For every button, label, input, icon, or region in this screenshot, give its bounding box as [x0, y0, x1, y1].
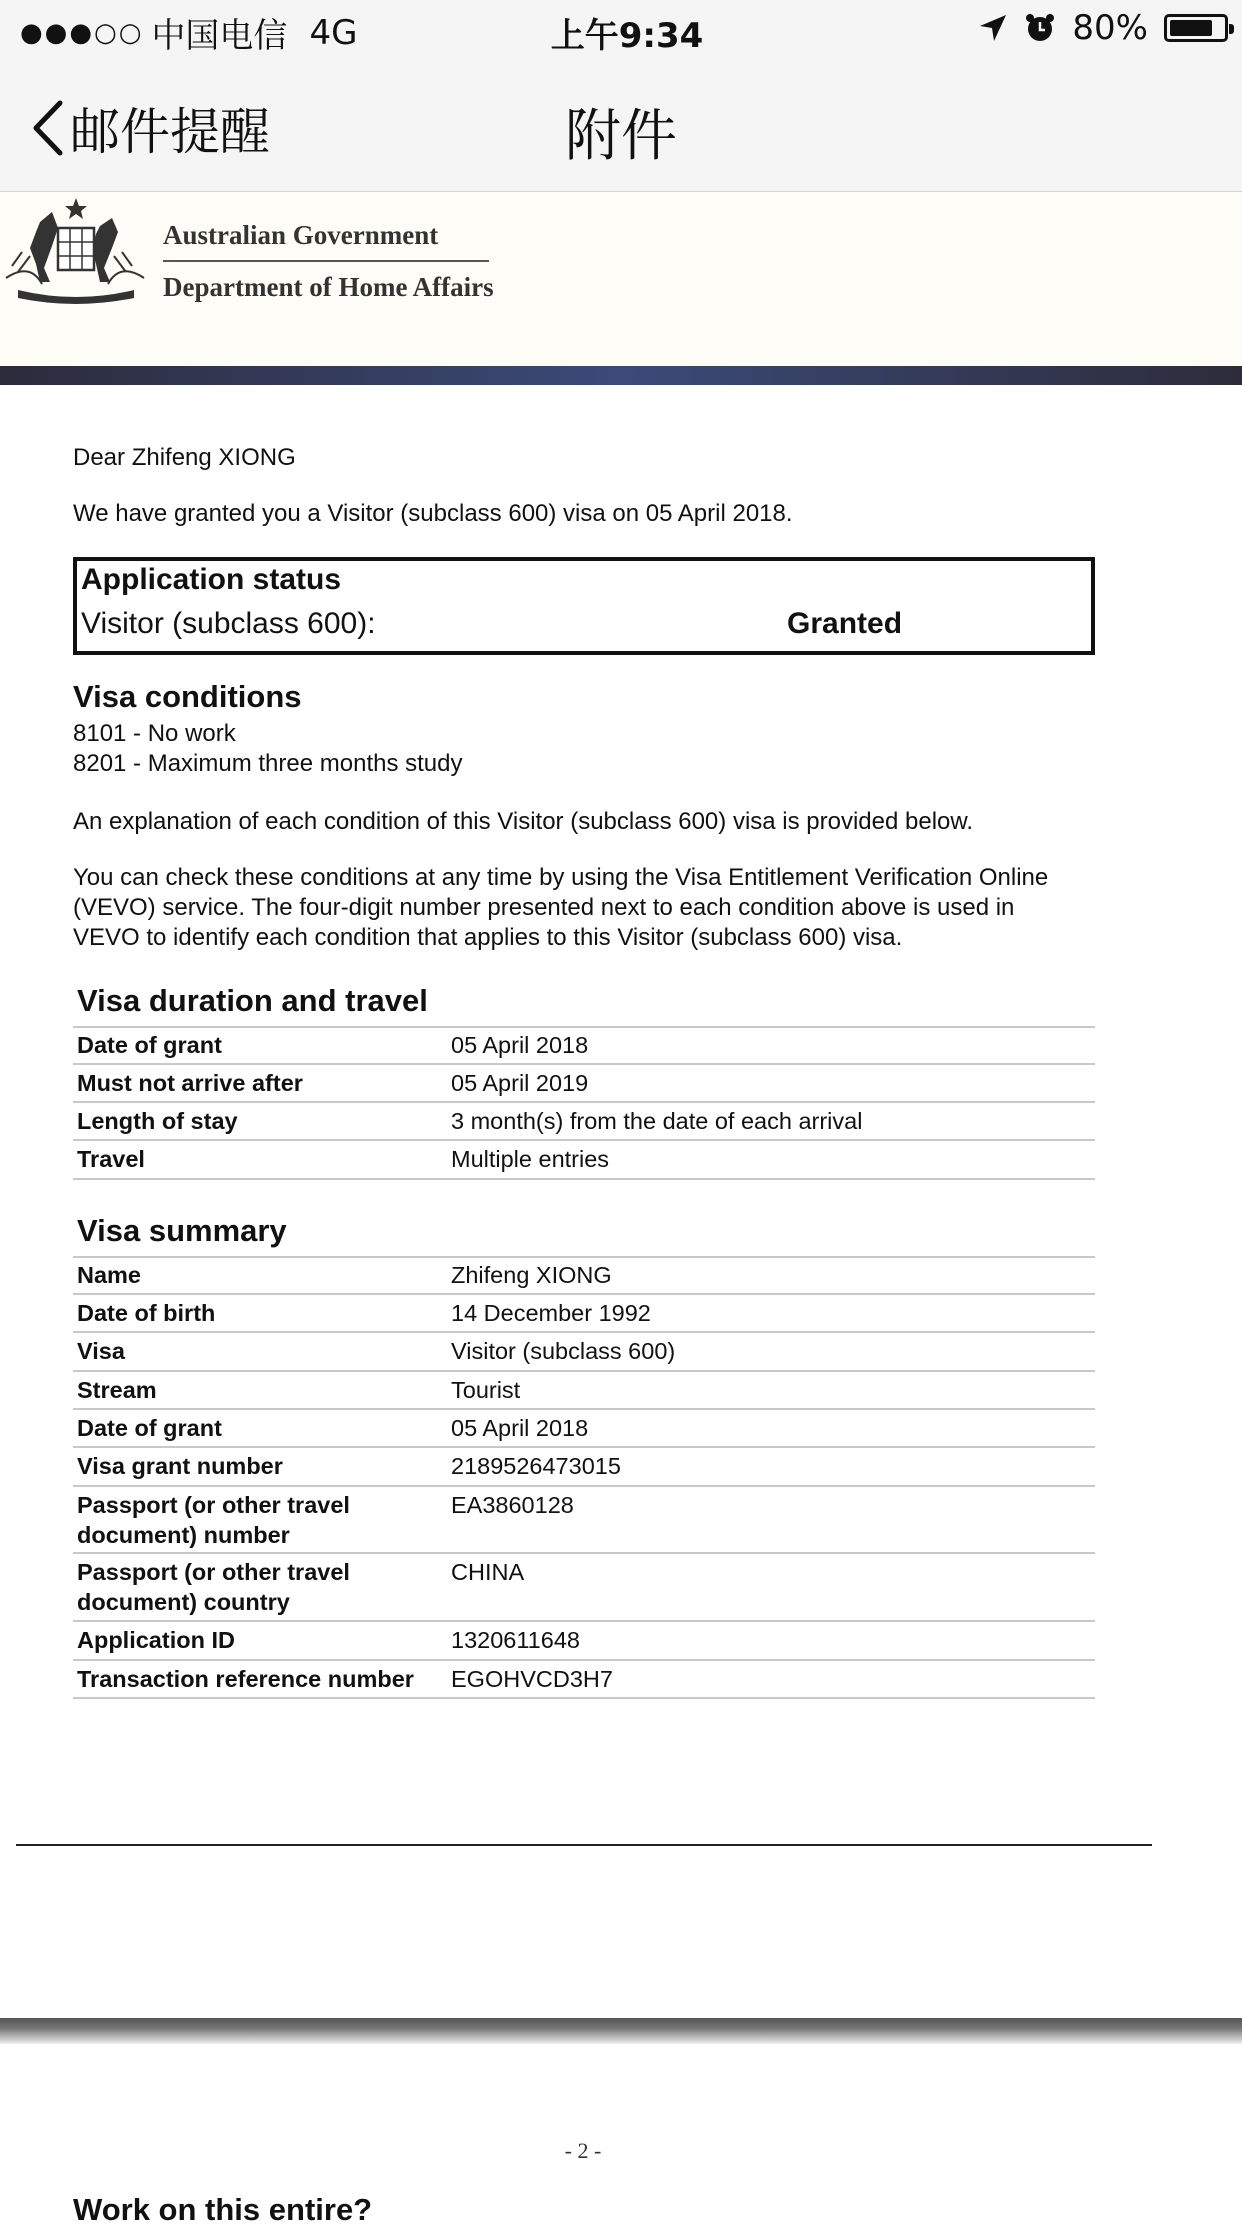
- header-band: [0, 366, 1242, 385]
- visa-duration-heading: Visa duration and travel: [77, 983, 428, 1018]
- row-value: Zhifeng XIONG: [451, 1262, 612, 1288]
- visa-conditions-heading: Visa conditions: [73, 679, 302, 714]
- application-status-label: Visitor (subclass 600):: [81, 607, 376, 640]
- row-label: Passport (or other travel document) country: [77, 1559, 350, 1615]
- visa-summary-heading: Visa summary: [77, 1213, 287, 1248]
- battery-level: [1170, 20, 1212, 36]
- row-label: Visa grant number: [77, 1453, 283, 1479]
- table-row: [73, 1410, 1095, 1448]
- coat-of-arms-icon: [0, 192, 150, 304]
- organization-name: Australian Government: [163, 220, 439, 250]
- alarm-clock-icon: [1024, 12, 1056, 44]
- row-label: Passport (or other travel document) number: [77, 1492, 350, 1548]
- row-value: 14 December 1992: [451, 1300, 651, 1326]
- table-row: [73, 1141, 1095, 1180]
- navigation-bar: [0, 62, 1242, 192]
- application-status-title: Application status: [81, 563, 342, 596]
- row-value: 05 April 2018: [451, 1032, 589, 1058]
- table-row: [73, 1103, 1095, 1141]
- row-value: 05 April 2019: [451, 1070, 589, 1096]
- page-title: 附件: [565, 104, 677, 169]
- application-status-value: Granted: [787, 607, 903, 640]
- signal-strength-icon: ●●●○○: [20, 17, 144, 48]
- location-arrow-icon: [978, 13, 1008, 43]
- row-label: Application ID: [77, 1627, 235, 1653]
- table-row: [73, 1622, 1095, 1661]
- row-value: CHINA: [451, 1559, 525, 1585]
- row-value: EA3860128: [451, 1492, 574, 1518]
- vevo-line: You can check these conditions at any time by using the Visa Entitlement Verification Online: [73, 864, 1049, 891]
- conditions-explanation: An explanation of each condition of this Visitor (subclass 600) visa is provided below.: [73, 808, 974, 835]
- vevo-line: VEVO to identify each condition that applies to this Visitor (subclass 600) visa.: [73, 924, 903, 951]
- condition-item: 8101 - No work: [73, 720, 236, 747]
- page-break: [0, 2018, 1242, 2044]
- row-label: Visa: [77, 1338, 125, 1364]
- carrier-name: 中国电信: [151, 16, 288, 56]
- row-label: Date of grant: [77, 1415, 222, 1441]
- row-value: 2189526473015: [451, 1453, 621, 1479]
- table-row: [73, 1065, 1095, 1103]
- status-right: [978, 8, 1228, 48]
- department-name: Department of Home Affairs: [163, 272, 494, 302]
- row-value: 05 April 2018: [451, 1415, 589, 1441]
- application-status-box: [73, 557, 1095, 655]
- visa-summary-table: [73, 1256, 1095, 1699]
- row-value: Multiple entries: [451, 1146, 610, 1172]
- network-type: 4G: [309, 12, 358, 53]
- next-page-heading: Work on this entire?: [73, 2192, 373, 2227]
- battery-percent: 80%: [1072, 8, 1148, 48]
- document-header: [0, 192, 1242, 366]
- row-value: EGOHVCD3H7: [451, 1666, 613, 1692]
- grant-statement: We have granted you a Visitor (subclass 600) visa on 05 April 2018.: [73, 500, 793, 527]
- table-row: [73, 1372, 1095, 1410]
- table-row: [73, 1661, 1095, 1699]
- table-row: [73, 1448, 1095, 1487]
- status-bar: [0, 0, 1242, 62]
- table-row: [73, 1333, 1095, 1372]
- row-label: Date of grant: [77, 1032, 222, 1058]
- table-row: [73, 1258, 1095, 1295]
- back-button-label: 邮件提醒: [70, 103, 270, 161]
- vevo-line: (VEVO) service. The four-digit number presented next to each condition above is used in: [73, 894, 1015, 921]
- row-label: Date of birth: [77, 1300, 216, 1326]
- greeting: Dear Zhifeng XIONG: [73, 444, 296, 471]
- row-label: Name: [77, 1262, 142, 1288]
- page-number: - 2 -: [564, 2138, 602, 2163]
- clock: 上午9:34: [550, 16, 704, 56]
- table-row: [73, 1554, 1095, 1622]
- header-divider: [163, 260, 489, 262]
- row-label: Stream: [77, 1377, 157, 1403]
- row-label: Must not arrive after: [77, 1070, 303, 1096]
- row-label: Transaction reference number: [77, 1666, 414, 1692]
- row-label: Length of stay: [77, 1108, 238, 1134]
- table-row: [73, 1028, 1095, 1065]
- table-row: [73, 1487, 1095, 1554]
- row-value: Visitor (subclass 600): [451, 1338, 676, 1364]
- row-label: Travel: [77, 1146, 145, 1172]
- condition-item: 8201 - Maximum three months study: [73, 750, 463, 777]
- table-row: [73, 1295, 1095, 1333]
- row-value: 3 month(s) from the date of each arrival: [451, 1108, 863, 1134]
- row-value: 1320611648: [451, 1627, 580, 1653]
- visa-duration-table: [73, 1026, 1095, 1180]
- battery-icon: [1164, 14, 1228, 42]
- row-value: Tourist: [451, 1377, 521, 1403]
- footer-divider: [16, 1844, 1152, 1846]
